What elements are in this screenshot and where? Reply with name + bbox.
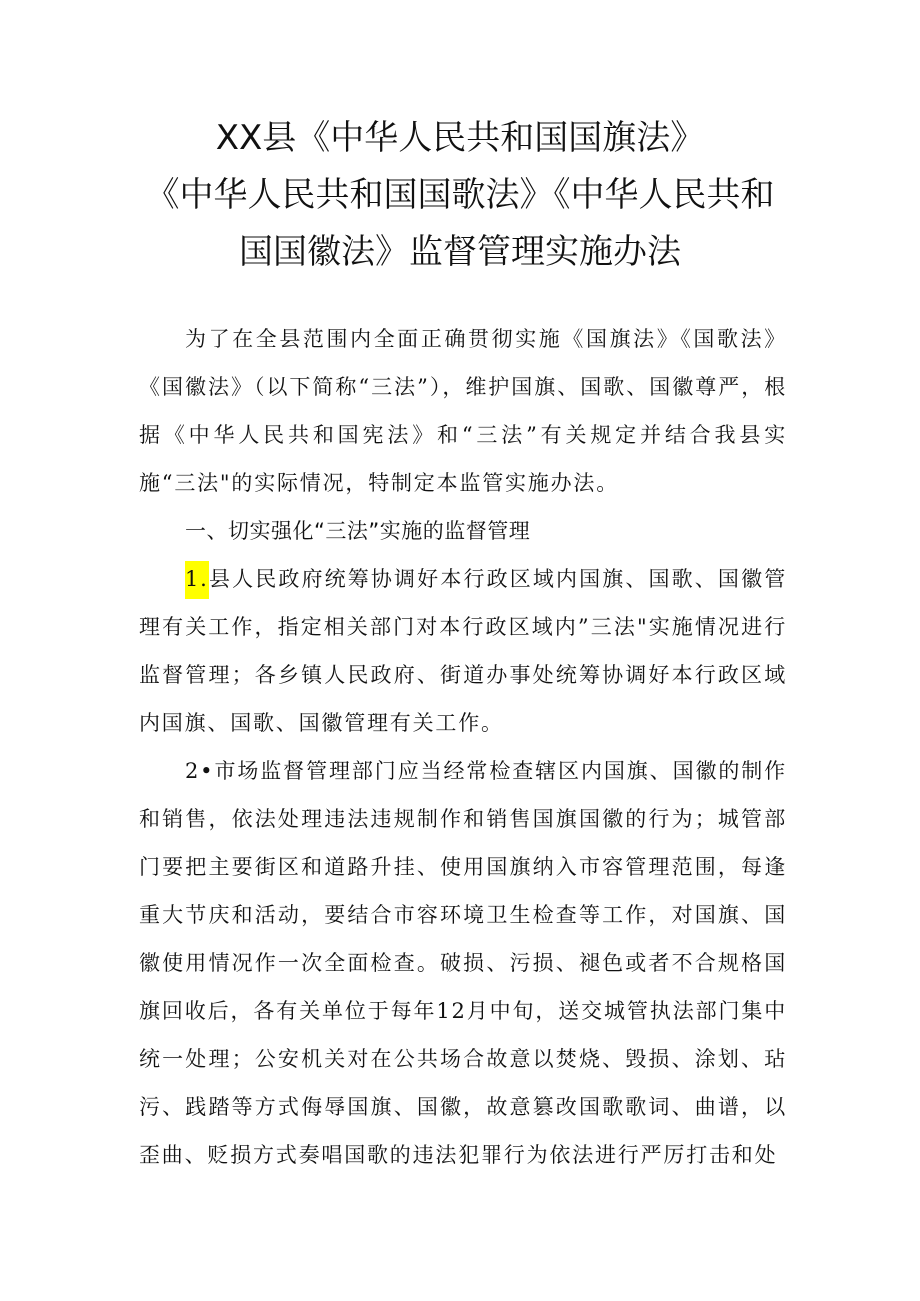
item-1-text: 县人民政府统筹协调好本行政区域内国旗、国歌、国徽管理有关工作，指定相关部门对本行政区域内”三法"实施情况进行监督管理；各乡镇人民政府、街道办事处统筹协调好本行政区域内国旗、国歌、国徽管理有关工作。 bbox=[139, 567, 787, 735]
highlighted-item-number: 1. bbox=[185, 561, 209, 599]
document-body bbox=[139, 315, 787, 1179]
item-1-paragraph bbox=[139, 555, 787, 747]
section-1-heading: 一、切实强化“三法”实施的监督管理 bbox=[185, 519, 531, 543]
title-line-3: 国国徽法》监督管理实施办法 bbox=[239, 232, 681, 272]
title-line-2: 《中华人民共和国国歌法》《中华人民共和 bbox=[145, 175, 775, 215]
item-2-paragraph: 2•市场监督管理部门应当经常检查辖区内国旗、国徽的制作和销售，依法处理违法违规制作和销售国旗国徽的行为；城管部门要把主要街区和道路升挂、使用国旗纳入市容管理范围，每逢重大节庆和活动，要结合市容环境卫生检查等工作，对国旗、国徽使用情况作一次全面检查。破损、污损、褪色或者不合规格国旗回收后，各有关单位于每年12月中旬，送交城管执法部门集中统一处理；公安机关对在公共场合故意以焚烧、毁损、涂划、玷污、践踏等方式侮辱国旗、国徽，故意篡改国歌歌词、曲谱，以歪曲、贬损方式奏唱国歌的违法犯罪行为依法进行严厉打击和处 bbox=[139, 759, 787, 1167]
document-title bbox=[100, 110, 820, 281]
intro-paragraph: 为了在全县范围内全面正确贯彻实施《国旗法》《国歌法》《国徽法》（以下简称“三法”），维护国旗、国歌、国徽尊严，根据《中华人民共和国宪法》和“三法”有关规定并结合我县实施“三法"的实际情况，特制定本监管实施办法。 bbox=[139, 327, 787, 495]
title-line-1: XX县《中华人民共和国国旗法》 bbox=[215, 118, 705, 158]
